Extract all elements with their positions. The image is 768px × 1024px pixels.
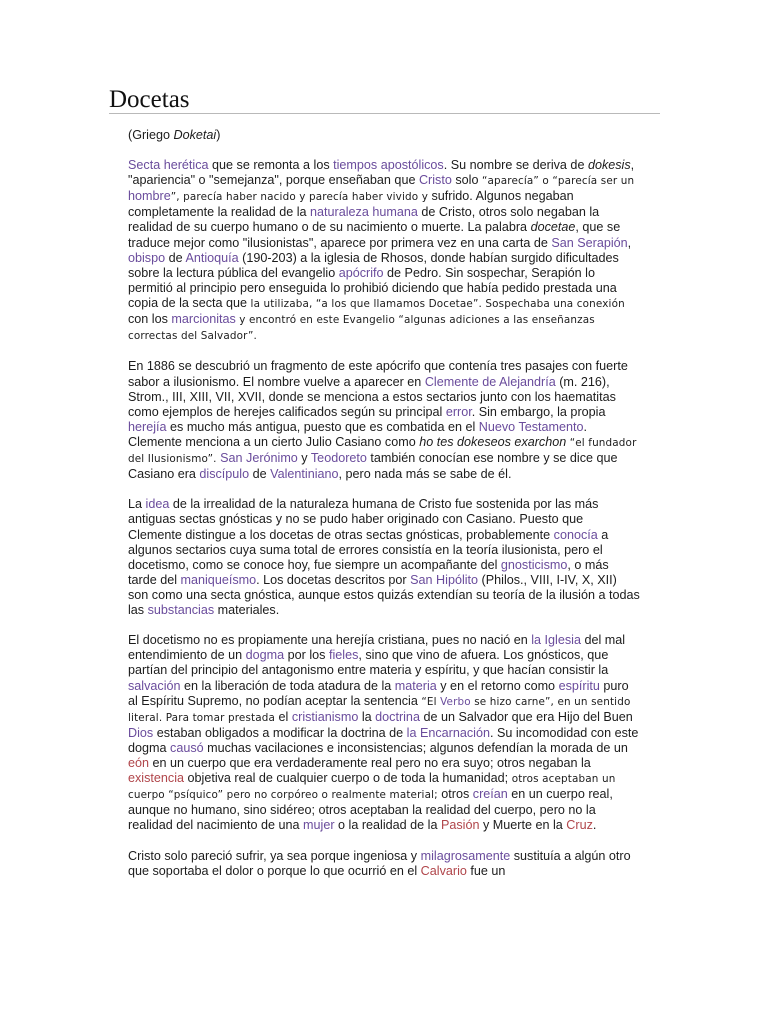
text-run: . Sin embargo, la propia <box>471 404 606 419</box>
text-run: en un cuerpo que era verdaderamente real pero no era suyo; otros negaban la <box>149 756 591 771</box>
text-run: , que se traduce mejor como "ilusionistas", aparece por primera vez en una carta de <box>128 220 621 250</box>
text-run: y Muerte en la <box>479 818 567 833</box>
text-run: a algunos sectarios cuya suma total de errores consistía en la teoría ilusionista, pero el docetismo, como se conoce hoy, fue siempre un acompañante del <box>128 527 609 572</box>
article-link[interactable]: apócrifo <box>338 265 384 280</box>
paragraph-5 <box>128 849 640 879</box>
article-link[interactable]: Calvario <box>420 863 467 878</box>
text-run: materiales. <box>214 603 280 617</box>
article-link[interactable]: San Serapión <box>551 235 628 250</box>
article-link[interactable]: gnosticismo <box>500 557 568 572</box>
article-link[interactable]: cristianismo <box>291 709 359 724</box>
text-run: “el fundador del Ilusionismo”. <box>128 436 637 465</box>
article-link[interactable]: Clemente de Alejandría <box>424 374 556 389</box>
text-run: La <box>128 497 146 512</box>
article-link[interactable]: Valentiniano <box>270 467 339 482</box>
title-divider <box>109 113 660 114</box>
text-run: . Clemente menciona a un cierto Julio Casiano como <box>128 419 588 449</box>
text-run: y en el retorno como <box>436 678 559 693</box>
text-run: (m. 216), Strom., III, XIII, VII, XVII, donde se menciona a estos sectarios junto con los haematitas como ejemplos de herejes calificados según su principal <box>128 374 616 419</box>
text-run: solo <box>451 173 482 188</box>
text-run: con los <box>128 312 172 327</box>
article-link[interactable]: Antioquía <box>185 250 239 265</box>
text-run: de la irrealidad de la naturaleza humana de Cristo fue sostenida por las más antiguas sectas gnósticas y no se pudo haber originado con Casiano. Puesto que Clemente distingue a los docetas de otras sectas gnósticas, probablemente <box>128 497 599 542</box>
subtitle-term: Doketai <box>173 128 217 142</box>
article-link[interactable]: causó <box>170 740 204 755</box>
article-link[interactable]: mujer <box>303 818 335 833</box>
article-link[interactable]: Teodoreto <box>310 450 367 465</box>
text-run: otros <box>437 787 473 802</box>
text-run: fue un <box>466 863 506 878</box>
article-link[interactable]: fieles <box>328 648 359 663</box>
article-link[interactable]: San Hipólito <box>410 572 479 587</box>
text-run: de <box>249 467 271 482</box>
article-link[interactable]: tiempos apostólicos <box>333 158 444 173</box>
subtitle-suffix: ) <box>216 128 221 142</box>
article-link[interactable]: idea <box>145 497 170 512</box>
article-link[interactable]: substancias <box>147 603 215 617</box>
article-link[interactable]: naturaleza humana <box>310 205 418 220</box>
article-link[interactable]: San Jerónimo <box>220 450 298 465</box>
text-run: sufrido. Algunos negaban completamente la realidad de la <box>128 189 574 220</box>
article-link[interactable]: obispo <box>128 250 166 265</box>
article-link[interactable]: Verbo <box>440 695 471 708</box>
italic-term: ho tes dokeseos exarchon <box>419 434 567 449</box>
article-link[interactable]: Pasión <box>440 818 480 833</box>
article-link[interactable]: Dios <box>128 725 154 740</box>
text-run: también conocían ese nombre y se dice que Casiano era <box>128 450 618 482</box>
text-run: de un Salvador que era Hijo del Buen <box>419 709 633 724</box>
text-run: del mal entendimiento de un <box>128 633 626 663</box>
text-run: . Los docetas descritos por <box>256 572 411 587</box>
text-run: de <box>165 250 186 265</box>
text-run: “aparecía” o “parecía ser un <box>481 175 635 188</box>
text-run: otros aceptaban un cuerpo “psíquico” pero no corpóreo o realmente material; <box>128 773 616 802</box>
text-run: por los <box>284 648 329 663</box>
text-run: , pero nada más se sabe de él. <box>338 467 512 482</box>
text-run: (Philos., VIII, I-IV, X, XII) son como una secta gnóstica, aunque estos quizás extendían su teoría de la ilusión a todas las <box>128 572 640 617</box>
text-run: En 1886 se descubrió un fragmento de este apócrifo que contenía tres pasajes con fuerte sabor a ilusionismo. El nombre vuelve a aparecer en <box>128 359 628 389</box>
text-run: o la realidad de la <box>334 818 441 833</box>
article-link[interactable]: eón <box>128 756 150 771</box>
text-run: sustituía a algún otro que soportaba el dolor o porque lo que ocurrió en el <box>128 848 631 878</box>
subtitle <box>128 128 640 143</box>
article-link[interactable]: conocía <box>553 527 598 542</box>
article-link[interactable]: la Encarnación <box>406 725 490 740</box>
article-link[interactable]: discípulo <box>199 467 250 482</box>
article-link[interactable]: hombre <box>128 189 171 204</box>
text-run: y encontró en este Evangelio “algunas adiciones a las enseñanzas correctas del Salvador”. <box>128 314 595 343</box>
text-run: El docetismo no es propiamente una herejía cristiana, pues no nació en <box>128 633 532 648</box>
text-run: en la liberación de toda atadura de la <box>180 678 395 693</box>
text-run: “El <box>421 695 441 708</box>
text-run: , o más tarde del <box>128 557 609 587</box>
text-run: se hizo carne”, en un sentido literal. Para tomar prestada <box>128 695 631 724</box>
article-link[interactable]: marcionitas <box>171 312 236 327</box>
text-run: . Su nombre se deriva de <box>443 158 588 173</box>
italic-term: docetae <box>530 220 576 235</box>
article-link[interactable]: la Iglesia <box>531 633 581 648</box>
article-link[interactable]: salvación <box>128 678 181 693</box>
text-run: Cristo solo pareció sufrir, ya sea porque ingeniosa y <box>128 848 421 863</box>
article-link[interactable]: error <box>445 404 472 419</box>
text-run: . Su incomodidad con este dogma <box>128 725 639 755</box>
paragraph-3 <box>128 497 640 618</box>
text-run: puro al Espíritu Supremo, no podían aceptar la sentencia <box>128 678 629 708</box>
subtitle-prefix: (Griego <box>128 128 174 142</box>
article-link[interactable]: Secta herética <box>128 158 209 173</box>
text-run: la <box>358 709 376 724</box>
text-run: . <box>592 818 597 833</box>
article-link[interactable]: Nuevo Testamento <box>478 419 584 434</box>
article-link[interactable]: milagrosamente <box>420 848 511 863</box>
text-run: de Cristo, otros solo negaban la realidad de su cuerpo humano o de su nacimiento o muerte. La palabra <box>128 205 600 235</box>
text-run: es mucho más antigua, puesto que es combatida en el <box>166 419 479 434</box>
text-run: muchas vacilaciones e inconsistencias; algunos defendían la morada de un <box>203 740 628 755</box>
article-link[interactable]: existencia <box>128 771 185 786</box>
text-run: la utilizaba, “a los que llamamos Docetae”. Sospechaba una conexión <box>250 297 625 310</box>
article-link[interactable]: herejía <box>128 419 167 434</box>
text-run: , "apariencia" o "semejanza", porque enseñaban que <box>128 158 635 188</box>
text-run: y <box>297 450 311 465</box>
text-run: estaban obligados a modificar la doctrina de <box>153 725 407 740</box>
paragraph-1 <box>128 158 640 344</box>
text-run: que se remonta a los <box>208 158 334 173</box>
paragraph-4 <box>128 633 640 833</box>
text-run: el <box>275 709 292 724</box>
article-link[interactable]: maniqueísmo <box>180 572 257 587</box>
text-run: de Pedro. Sin sospechar, Serapión lo permitió al principio pero enseguida lo prohibió diciendo que había pedido prestada una copia de la secta que <box>128 265 617 310</box>
article-link[interactable]: Cruz <box>566 818 593 833</box>
article-link[interactable]: creían <box>472 787 508 802</box>
text-run: , sino que vino de afuera. Los gnósticos, que partían del principio del antagonismo entre materia y espíritu, y que hacían consistir la <box>128 648 609 678</box>
paragraph-2 <box>128 359 640 482</box>
article-link[interactable]: espíritu <box>558 678 600 693</box>
text-run: objetiva real de cualquier cuerpo o de toda la humanidad; <box>184 771 512 786</box>
text-run: en un cuerpo real, aunque no humano, sino sidéreo; otros aceptaban la realidad del cuerpo, pero no la realidad del nacimiento de una <box>128 787 613 833</box>
article-link[interactable]: materia <box>394 678 437 693</box>
text-run: ”, parecía haber nacido y parecía haber vivido y <box>170 191 428 204</box>
page-title: Docetas <box>109 86 190 113</box>
text-run: , <box>627 235 632 250</box>
article-body <box>128 128 640 894</box>
article-link[interactable]: dogma <box>245 648 285 663</box>
article-link[interactable]: doctrina <box>375 709 420 724</box>
article-link[interactable]: Cristo <box>418 173 452 188</box>
italic-term: dokesis <box>587 158 631 173</box>
text-run: (190-203) a la iglesia de Rhosos, donde habían surgido dificultades sobre la lectura pública del evangelio <box>128 250 619 280</box>
